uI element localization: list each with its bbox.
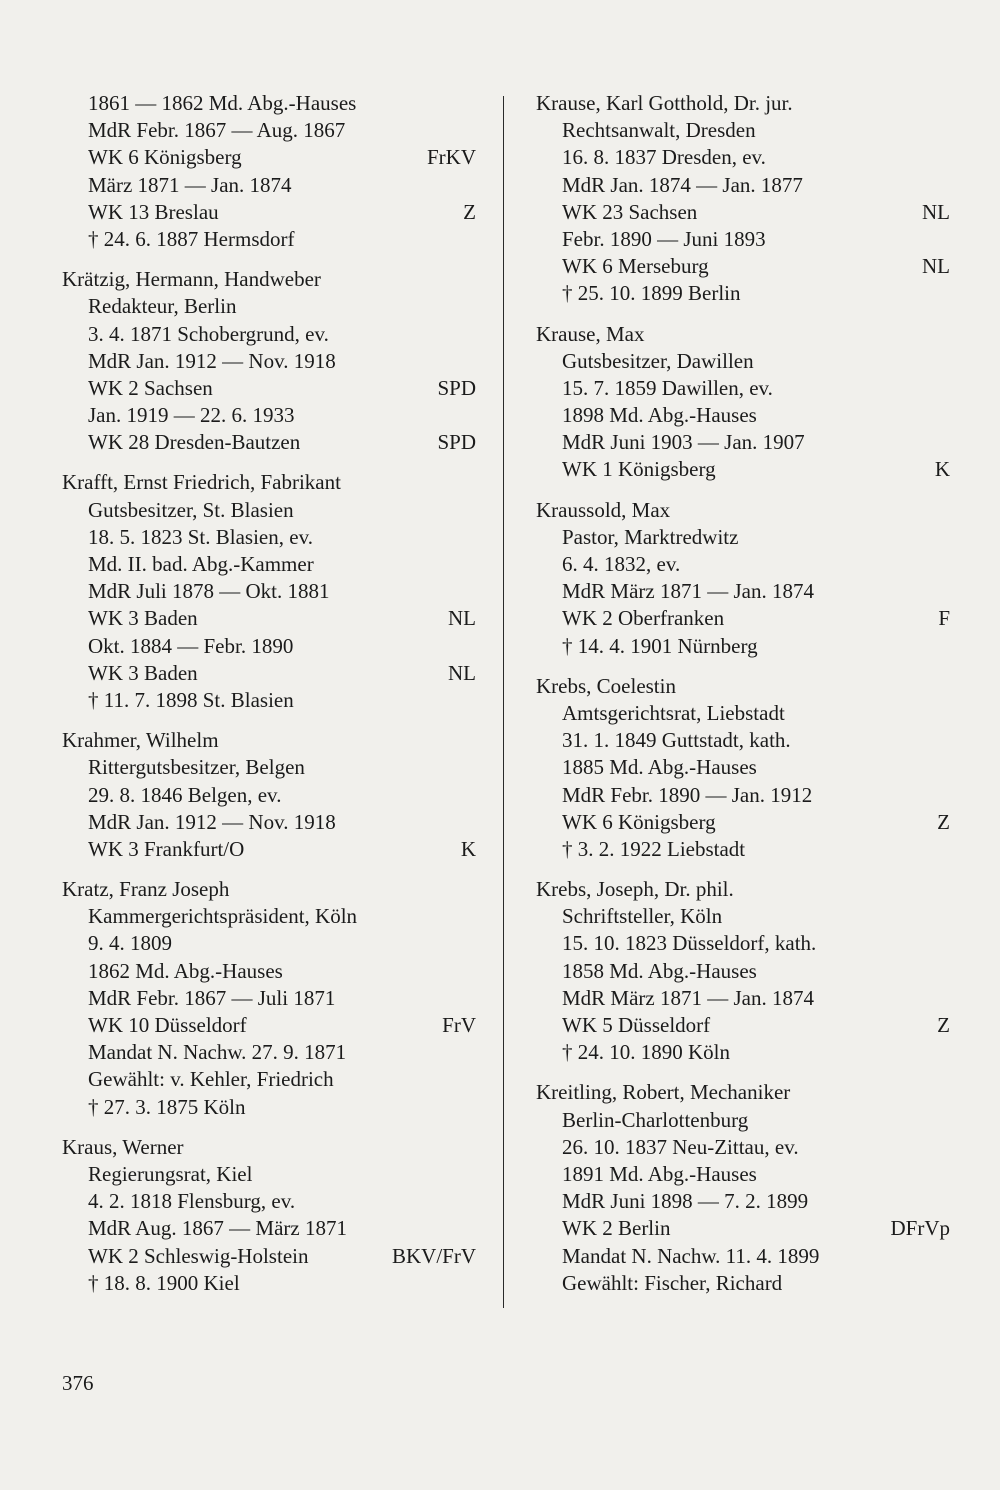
- entry-line-text: 26. 10. 1837 Neu-Zittau, ev.: [562, 1134, 799, 1159]
- entry-line-text: Gutsbesitzer, Dawillen: [562, 348, 754, 373]
- entry-name: [62, 727, 476, 754]
- entry-line: [62, 429, 476, 456]
- entry-line-text: MdR Febr. 1890 — Jan. 1912: [562, 782, 813, 807]
- entry-line-text: WK 3 Baden: [88, 606, 198, 631]
- entry-name: [536, 321, 950, 348]
- entry-line-text: 1858 Md. Abg.-Hauses: [562, 958, 757, 983]
- entry-line-text: MdR Juni 1903 — Jan. 1907: [562, 430, 805, 455]
- entry-line-text: Amtsgerichtsrat, Liebstadt: [562, 700, 785, 725]
- entry-line-text: Okt. 1884 — Febr. 1890: [88, 633, 294, 658]
- entry-line: [62, 117, 476, 144]
- entry-line: [62, 1215, 476, 1242]
- entry-line: [536, 551, 950, 578]
- entry-line: [536, 456, 950, 483]
- register-entry: [536, 321, 950, 484]
- register-entry: [536, 90, 950, 308]
- party-abbreviation: Z: [937, 809, 950, 834]
- party-abbreviation: SPD: [437, 375, 476, 400]
- entry-line-text: 3. 4. 1871 Schobergrund, ev.: [88, 321, 329, 346]
- entry-line-text: 15. 10. 1823 Düsseldorf, kath.: [562, 931, 817, 956]
- entry-line: [62, 687, 476, 714]
- entry-line: [536, 429, 950, 456]
- entry-name-text: Krebs, Joseph, Dr. phil.: [536, 877, 734, 902]
- column-divider: [503, 96, 504, 1308]
- entry-name: [62, 266, 476, 293]
- entry-line: [536, 754, 950, 781]
- entry-line: [62, 633, 476, 660]
- entry-name: [62, 876, 476, 903]
- right-column: [536, 90, 950, 1310]
- entry-line: [536, 1215, 950, 1242]
- entry-name: [536, 90, 950, 117]
- entry-line: [62, 903, 476, 930]
- entry-line: [62, 1012, 476, 1039]
- entry-line: [536, 903, 950, 930]
- entry-line-text: † 25. 10. 1899 Berlin: [562, 281, 741, 306]
- entry-line: [62, 199, 476, 226]
- entry-line: [536, 1188, 950, 1215]
- entry-line-text: Rechtsanwalt, Dresden: [562, 118, 756, 143]
- entry-line: [62, 551, 476, 578]
- entry-name: [536, 673, 950, 700]
- entry-line: [62, 1188, 476, 1215]
- party-abbreviation: DFrVp: [890, 1216, 950, 1241]
- party-abbreviation: F: [938, 606, 950, 631]
- entry-line-text: MdR Juni 1898 — 7. 2. 1899: [562, 1189, 809, 1214]
- entry-line-text: MdR Jan. 1874 — Jan. 1877: [562, 172, 803, 197]
- entry-line: [536, 117, 950, 144]
- entry-line-text: Febr. 1890 — Juni 1893: [562, 226, 766, 251]
- register-entry: [62, 90, 476, 253]
- entry-line-text: WK 2 Schleswig-Holstein: [88, 1243, 309, 1268]
- entry-line-text: 16. 8. 1837 Dresden, ev.: [562, 145, 766, 170]
- entry-line-text: MdR Febr. 1867 — Juli 1871: [88, 985, 336, 1010]
- entry-line: [536, 375, 950, 402]
- entry-line: [62, 172, 476, 199]
- party-abbreviation: SPD: [437, 430, 476, 455]
- entry-line: [536, 578, 950, 605]
- entry-line: [536, 199, 950, 226]
- party-abbreviation: NL: [922, 199, 950, 224]
- entry-line: [62, 754, 476, 781]
- party-abbreviation: K: [460, 836, 476, 861]
- party-abbreviation: BKV/FrV: [391, 1243, 476, 1268]
- entry-line: [62, 930, 476, 957]
- entry-line: [62, 348, 476, 375]
- entry-line-text: 29. 8. 1846 Belgen, ev.: [88, 782, 282, 807]
- entry-line: [536, 930, 950, 957]
- entry-line: [536, 782, 950, 809]
- entry-line: [62, 375, 476, 402]
- entry-name-text: Krahmer, Wilhelm: [62, 728, 219, 753]
- entry-line: [536, 226, 950, 253]
- entry-line: [62, 605, 476, 632]
- party-abbreviation: FrV: [442, 1013, 476, 1037]
- entry-line: [62, 782, 476, 809]
- entry-name: [62, 1134, 476, 1161]
- entry-name-text: Krafft, Ernst Friedrich, Fabrikant: [62, 470, 341, 495]
- entry-line-text: Gewählt: v. Kehler, Friedrich: [88, 1067, 334, 1092]
- entry-line: [536, 1039, 950, 1066]
- entry-line-text: † 14. 4. 1901 Nürnberg: [562, 633, 758, 658]
- entry-line: [536, 727, 950, 754]
- entry-line-text: WK 6 Königsberg: [562, 809, 716, 834]
- entry-line-text: 31. 1. 1849 Guttstadt, kath.: [562, 728, 791, 753]
- entry-name-text: Kraus, Werner: [62, 1134, 184, 1159]
- entry-line-text: WK 2 Oberfranken: [562, 606, 725, 631]
- entry-line-text: † 11. 7. 1898 St. Blasien: [88, 687, 294, 712]
- entry-line-text: Mandat N. Nachw. 27. 9. 1871: [88, 1040, 347, 1065]
- party-abbreviation: Z: [463, 199, 476, 224]
- entry-name-text: Krause, Karl Gotthold, Dr. jur.: [536, 91, 793, 115]
- entry-line-text: 1861 — 1862 Md. Abg.-Hauses: [88, 91, 357, 115]
- entry-line: [536, 1243, 950, 1270]
- entry-line: [536, 700, 950, 727]
- entry-name: [62, 469, 476, 496]
- entry-line-text: WK 6 Merseburg: [562, 254, 709, 279]
- entry-name-text: Kreitling, Robert, Mechaniker: [536, 1080, 791, 1105]
- party-abbreviation: K: [934, 457, 950, 482]
- entry-line-text: 9. 4. 1809: [88, 931, 172, 956]
- entry-name-text: Krebs, Coelestin: [536, 673, 676, 698]
- entry-line: [536, 144, 950, 171]
- entry-line-text: Redakteur, Berlin: [88, 294, 237, 319]
- entry-line-text: WK 3 Baden: [88, 660, 198, 685]
- entry-line-text: Regierungsrat, Kiel: [88, 1161, 253, 1186]
- entry-line: [62, 497, 476, 524]
- entry-name-text: Kratz, Franz Joseph: [62, 877, 230, 902]
- register-entry: [536, 876, 950, 1066]
- entry-line: [62, 1039, 476, 1066]
- entry-line-text: † 24. 6. 1887 Hermsdorf: [88, 226, 295, 251]
- entry-line: [536, 280, 950, 307]
- entry-line: [536, 985, 950, 1012]
- entry-line: [536, 348, 950, 375]
- entry-line-text: Rittergutsbesitzer, Belgen: [88, 755, 305, 780]
- entry-line: [536, 836, 950, 863]
- entry-line: [536, 809, 950, 836]
- left-column: [62, 90, 476, 1310]
- entry-line: [536, 958, 950, 985]
- entry-name: [536, 1079, 950, 1106]
- entry-name: [536, 876, 950, 903]
- entry-line: [62, 836, 476, 863]
- entry-line-text: 15. 7. 1859 Dawillen, ev.: [562, 375, 773, 400]
- party-abbreviation: NL: [448, 606, 476, 631]
- entry-line-text: 18. 5. 1823 St. Blasien, ev.: [88, 524, 313, 549]
- entry-line-text: WK 10 Düsseldorf: [88, 1013, 247, 1037]
- entry-line: [536, 1012, 950, 1039]
- entry-line-text: 1898 Md. Abg.-Hauses: [562, 403, 757, 428]
- entry-line: [62, 1270, 476, 1297]
- entry-line: [62, 90, 476, 117]
- entry-line-text: Pastor, Marktredwitz: [562, 524, 739, 549]
- entry-line-text: MdR Juli 1878 — Okt. 1881: [88, 579, 330, 604]
- entry-line-text: WK 28 Dresden-Bautzen: [88, 430, 301, 455]
- entry-line-text: MdR Jan. 1912 — Nov. 1918: [88, 809, 336, 834]
- entry-line-text: WK 13 Breslau: [88, 199, 219, 224]
- entry-line: [62, 1066, 476, 1093]
- entry-line-text: Gutsbesitzer, St. Blasien: [88, 497, 294, 522]
- register-entry: [536, 1079, 950, 1297]
- entry-line: [536, 1161, 950, 1188]
- entry-line: [62, 660, 476, 687]
- entry-line: [62, 144, 476, 171]
- entry-line: [536, 633, 950, 660]
- party-abbreviation: NL: [922, 254, 950, 279]
- entry-line-text: MdR März 1871 — Jan. 1874: [562, 579, 814, 604]
- entry-line: [62, 1094, 476, 1121]
- entry-line: [62, 578, 476, 605]
- entry-line-text: Berlin-Charlottenburg: [562, 1107, 749, 1132]
- entry-name-text: Kraussold, Max: [536, 497, 671, 522]
- entry-line-text: MdR März 1871 — Jan. 1874: [562, 985, 814, 1010]
- register-entry: [62, 469, 476, 714]
- entry-line-text: MdR Febr. 1867 — Aug. 1867: [88, 118, 346, 143]
- entry-line-text: WK 5 Düsseldorf: [562, 1013, 711, 1037]
- entry-line: [62, 321, 476, 348]
- entry-line-text: 1885 Md. Abg.-Hauses: [562, 755, 757, 780]
- entry-line-text: WK 2 Berlin: [562, 1216, 671, 1241]
- register-entry: [536, 497, 950, 660]
- entry-line: [62, 226, 476, 253]
- entry-name-text: Krätzig, Hermann, Handweber: [62, 267, 321, 292]
- entry-line: [536, 402, 950, 429]
- register-entry: [62, 876, 476, 1121]
- party-abbreviation: Z: [937, 1013, 950, 1037]
- entry-line: [536, 1270, 950, 1297]
- entry-line-text: Schriftsteller, Köln: [562, 904, 723, 929]
- entry-line-text: Md. II. bad. Abg.-Kammer: [88, 552, 314, 576]
- entry-line: [62, 293, 476, 320]
- entry-line-text: Mandat N. Nachw. 11. 4. 1899: [562, 1243, 820, 1268]
- entry-name: [536, 497, 950, 524]
- entry-line: [62, 524, 476, 551]
- entry-line-text: † 24. 10. 1890 Köln: [562, 1040, 730, 1065]
- register-entry: [62, 266, 476, 456]
- entry-line-text: WK 3 Frankfurt/O: [88, 836, 245, 861]
- entry-line: [62, 1161, 476, 1188]
- entry-line: [536, 524, 950, 551]
- entry-line-text: Gewählt: Fischer, Richard: [562, 1270, 783, 1295]
- entry-line: [62, 809, 476, 836]
- entry-line: [536, 253, 950, 280]
- entry-line: [536, 1107, 950, 1134]
- entry-line: [62, 402, 476, 429]
- register-entry: [536, 673, 950, 863]
- entry-line-text: WK 6 Königsberg: [88, 145, 242, 170]
- entry-line: [536, 605, 950, 632]
- entry-line-text: WK 1 Königsberg: [562, 457, 716, 482]
- entry-line-text: WK 2 Sachsen: [88, 375, 213, 400]
- entry-line-text: 6. 4. 1832, ev.: [562, 552, 681, 576]
- register-entry: [62, 727, 476, 863]
- register-entry: [62, 1134, 476, 1297]
- entry-line-text: Kammergerichtspräsident, Köln: [88, 904, 358, 929]
- party-abbreviation: NL: [448, 660, 476, 685]
- entry-line: [62, 985, 476, 1012]
- entry-line-text: MdR Aug. 1867 — März 1871: [88, 1216, 347, 1241]
- entry-line-text: † 3. 2. 1922 Liebstadt: [562, 836, 746, 861]
- entry-name-text: Krause, Max: [536, 321, 645, 346]
- entry-line: [62, 958, 476, 985]
- entry-line-text: 1891 Md. Abg.-Hauses: [562, 1161, 757, 1186]
- entry-line: [62, 1243, 476, 1270]
- entry-line-text: † 18. 8. 1900 Kiel: [88, 1270, 240, 1295]
- entry-line-text: 1862 Md. Abg.-Hauses: [88, 958, 283, 983]
- entry-line-text: 4. 2. 1818 Flensburg, ev.: [88, 1189, 296, 1214]
- entry-line: [536, 1134, 950, 1161]
- entry-line-text: März 1871 — Jan. 1874: [88, 172, 292, 197]
- entry-line-text: WK 23 Sachsen: [562, 199, 698, 224]
- entry-line-text: Jan. 1919 — 22. 6. 1933: [88, 403, 295, 428]
- entry-line-text: MdR Jan. 1912 — Nov. 1918: [88, 348, 336, 373]
- party-abbreviation: FrKV: [426, 145, 476, 170]
- entry-line-text: † 27. 3. 1875 Köln: [88, 1094, 246, 1119]
- entry-line: [536, 172, 950, 199]
- page-number: 376: [62, 1371, 94, 1395]
